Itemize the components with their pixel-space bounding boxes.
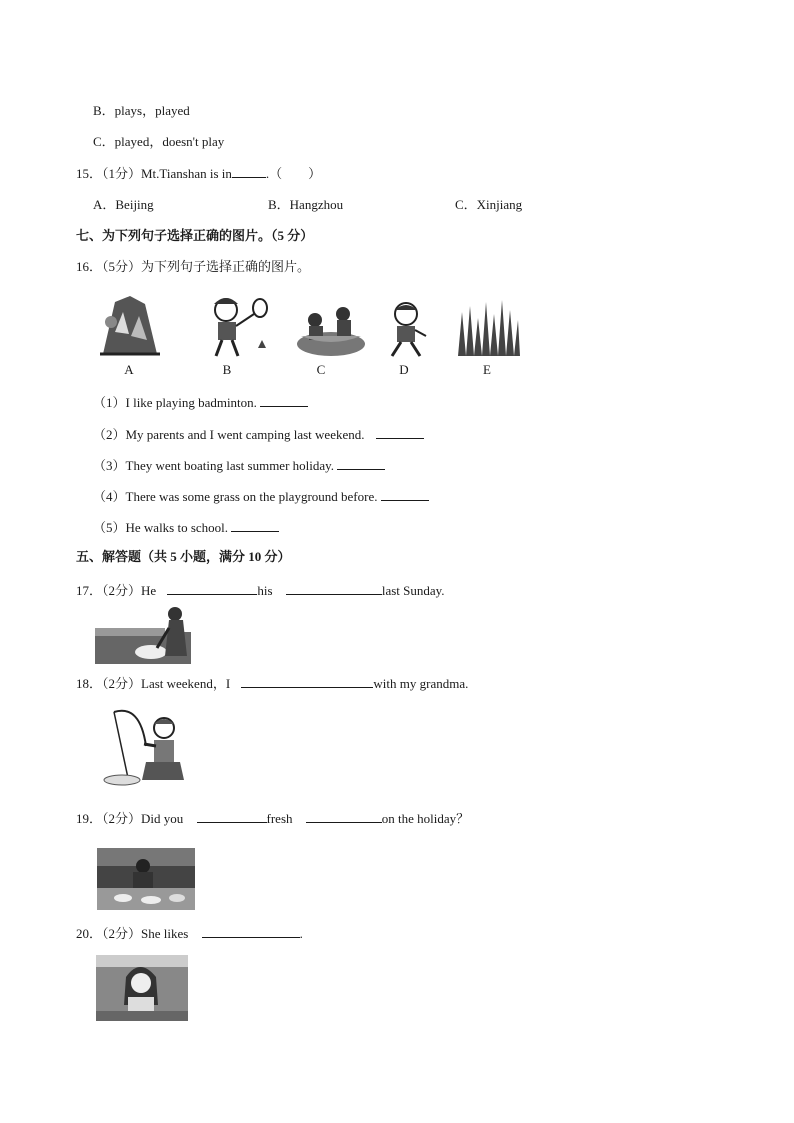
q19-mid: fresh — [266, 811, 293, 826]
q20-prefix: 20．（2分）She likes — [76, 926, 189, 941]
q16-item-5-text: （5）He walks to school. — [93, 520, 229, 535]
section-5-heading: 五、解答题（共 5 小题，满分 10 分） — [76, 549, 291, 564]
picture-d-walking — [382, 300, 438, 360]
q19-suffix: on the holiday？ — [381, 811, 470, 826]
q18-prefix: 18．（2分）Last weekend，I — [76, 676, 231, 691]
q17-blank-2[interactable] — [286, 582, 382, 595]
picture-label-c: C — [316, 362, 326, 377]
q17-blank-1[interactable] — [167, 582, 257, 595]
q15-option-a: A．Beijing — [93, 197, 154, 212]
q17-stem — [76, 582, 445, 599]
q20-suffix: . — [299, 926, 303, 941]
q18-picture — [100, 706, 186, 788]
q15-stem — [76, 165, 321, 182]
q16-item-3-blank[interactable] — [337, 457, 385, 470]
q15-option-c: C．Xinjiang — [455, 197, 523, 212]
q16-item-1-text: （1）I like playing badminton. — [93, 395, 257, 410]
q19-blank-2[interactable] — [306, 810, 382, 823]
q16-item-5 — [93, 519, 279, 536]
picture-label-d: D — [399, 362, 409, 377]
q15-suffix: .（ ） — [265, 166, 322, 181]
q16-item-1-blank[interactable] — [260, 394, 308, 407]
q18-blank[interactable] — [241, 675, 373, 688]
section-7-heading: 七、为下列句子选择正确的图片。（5 分） — [76, 228, 314, 243]
picture-label-e: E — [483, 362, 491, 377]
picture-label-a: A — [124, 362, 134, 377]
q15-option-b: B．Hangzhou — [268, 197, 344, 212]
q18-stem — [76, 675, 468, 692]
q17-mid: his — [257, 583, 273, 598]
q16-item-4 — [93, 488, 429, 505]
q19-prefix: 19．（2分）Did you — [76, 811, 184, 826]
picture-c-boating — [295, 298, 367, 358]
q19-blank-1[interactable] — [197, 810, 267, 823]
q16-item-1 — [93, 394, 308, 411]
q15-prefix: 15．（1分）Mt.Tianshan is in — [76, 166, 232, 181]
q16-item-4-blank[interactable] — [381, 488, 429, 501]
q20-stem — [76, 925, 303, 942]
q17-suffix: last Sunday. — [381, 583, 445, 598]
q16-title: 16．（5分）为下列句子选择正确的图片。 — [76, 259, 311, 274]
q16-item-2-blank[interactable] — [376, 426, 424, 439]
q16-item-5-blank[interactable] — [231, 519, 279, 532]
q20-picture — [96, 955, 188, 1021]
q16-item-2-text: （2）My parents and I went camping last weekend. — [93, 427, 365, 442]
q14-option-c: C．played，doesn't play — [93, 134, 225, 149]
q16-item-3 — [93, 457, 385, 474]
picture-label-b: B — [222, 362, 232, 377]
picture-a-camping — [95, 292, 165, 358]
q16-item-4-text: （4）There was some grass on the playground before. — [93, 489, 378, 504]
q17-prefix: 17．（2分）He — [76, 583, 157, 598]
q18-suffix: with my grandma. — [373, 676, 469, 691]
q16-item-3-text: （3）They went boating last summer holiday. — [93, 458, 335, 473]
picture-b-badminton — [200, 294, 272, 360]
picture-e-grass — [456, 298, 522, 358]
q19-stem — [76, 810, 469, 827]
q20-blank[interactable] — [202, 925, 300, 938]
q15-blank[interactable] — [232, 165, 266, 178]
q17-picture — [95, 604, 191, 664]
q16-item-2 — [93, 426, 424, 443]
q19-picture — [97, 848, 195, 910]
q14-option-b: B．plays，played — [93, 103, 190, 118]
q16-pictures — [90, 292, 530, 382]
